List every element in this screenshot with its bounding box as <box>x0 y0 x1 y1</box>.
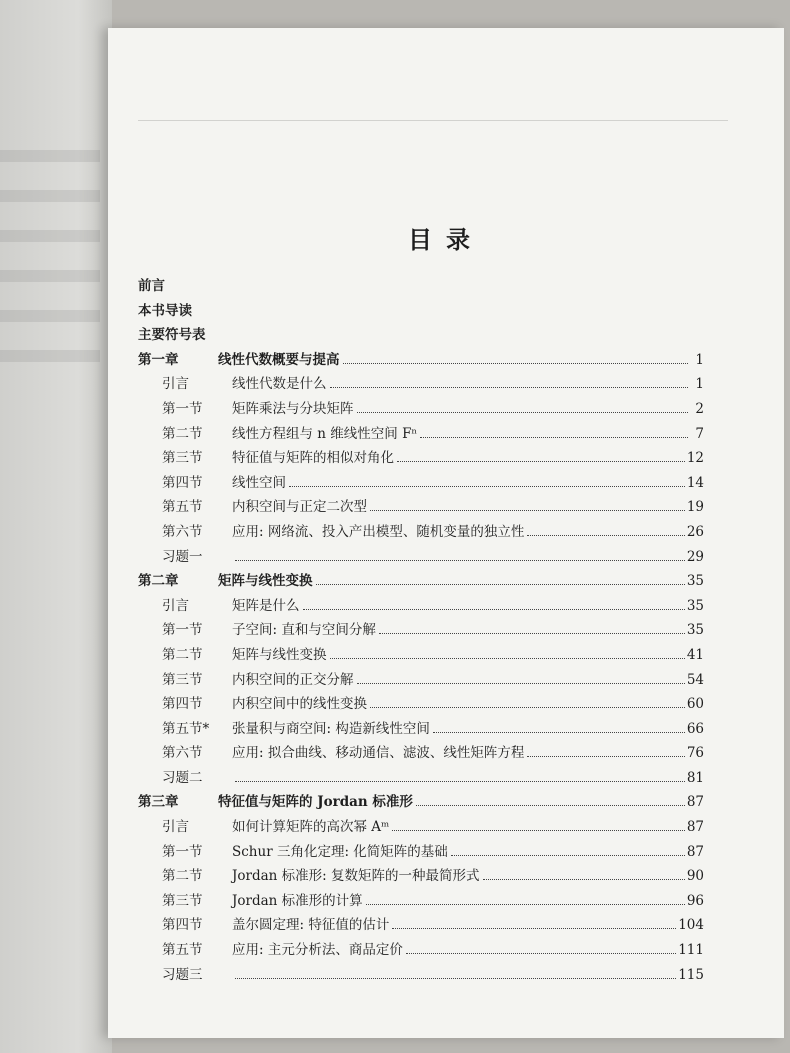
dot-leader <box>235 780 685 782</box>
toc-entry <box>138 446 704 471</box>
toc-entry-label: 第六节 <box>162 523 203 540</box>
toc-entry <box>138 963 704 988</box>
toc-entry <box>138 397 704 422</box>
toc-entry-page: 87 <box>686 794 704 811</box>
toc-entry-label: 第五节 <box>162 942 203 959</box>
toc-entry <box>138 913 704 938</box>
toc-entry-page: 35 <box>686 573 704 590</box>
bleed-through-line <box>0 190 100 202</box>
toc-entry <box>138 790 704 815</box>
toc-entry-page: 19 <box>686 499 704 516</box>
dot-leader <box>330 657 685 659</box>
toc-entry-page: 87 <box>686 843 704 860</box>
dot-leader <box>289 485 685 487</box>
dot-leader <box>379 632 685 634</box>
toc-entry-label: 习题一 <box>162 548 203 565</box>
dot-leader <box>357 411 689 413</box>
toc-entry-page: 1 <box>695 376 704 393</box>
toc-entry-label: 第二节 <box>162 868 203 885</box>
toc-entry-label: 引言 <box>162 597 189 614</box>
dot-leader <box>235 559 685 561</box>
toc-entry <box>138 594 704 619</box>
toc-entry-title: 应用: 主元分析法、商品定价 <box>232 942 403 959</box>
toc-entry-title: 线性方程组与 n 维线性空间 Fⁿ <box>232 425 418 442</box>
toc-entry <box>138 889 704 914</box>
toc-entry-title: 线性代数概要与提高 <box>218 351 340 368</box>
toc-entry-page: 14 <box>686 474 704 491</box>
toc-entry-title: 内积空间与正定二次型 <box>232 499 367 516</box>
toc-entry-title: 子空间: 直和与空间分解 <box>232 622 376 639</box>
dot-leader <box>357 682 685 684</box>
toc-entry <box>138 741 704 766</box>
toc-entry-page: 35 <box>686 622 704 639</box>
toc-entry-page: 29 <box>686 548 704 565</box>
toc-entry-label: 第一节 <box>162 400 203 417</box>
toc-entry <box>138 372 704 397</box>
toc-entry-page: 7 <box>695 425 704 442</box>
page-title: 目录 <box>408 225 484 254</box>
toc-entry-page: 81 <box>686 769 704 786</box>
toc-entry <box>138 323 704 348</box>
dot-leader <box>433 731 685 733</box>
bleed-through-line <box>0 230 100 242</box>
toc-entry-label: 第五节* <box>162 720 210 737</box>
toc-entry-title: 特征值与矩阵的相似对角化 <box>232 450 394 467</box>
toc-entry-label: 第四节 <box>162 696 203 713</box>
running-head-rule <box>138 102 728 121</box>
toc-entry-page: 90 <box>686 868 704 885</box>
toc-entry-page: 2 <box>695 400 704 417</box>
toc-entry-page: 26 <box>686 523 704 540</box>
toc-entry-title: 特征值与矩阵的 Jordan 标准形 <box>218 794 413 811</box>
toc-entry <box>138 422 704 447</box>
toc-entry-title: 矩阵与线性变换 <box>218 573 313 590</box>
toc-entry-title: 矩阵与线性变换 <box>232 646 327 663</box>
toc-entry-title: 盖尔圆定理: 特征值的估计 <box>232 917 390 934</box>
toc-entry-page: 96 <box>686 892 704 909</box>
toc-entry <box>138 471 704 496</box>
toc-entry-page: 111 <box>678 942 704 959</box>
toc-entry <box>138 274 704 299</box>
toc-entry-label: 习题三 <box>162 966 203 983</box>
toc-entry-page: 115 <box>678 966 704 983</box>
dot-leader <box>370 509 685 511</box>
toc-entry-label: 第二节 <box>162 425 203 442</box>
toc-entry <box>138 717 704 742</box>
toc-entry-title: 张量积与商空间: 构造新线性空间 <box>232 720 430 737</box>
toc-entry-page: 60 <box>686 696 704 713</box>
toc-entry-label: 第三节 <box>162 671 203 688</box>
dot-leader <box>316 583 685 585</box>
toc-entry-page: 35 <box>686 597 704 614</box>
dot-leader <box>397 460 685 462</box>
toc-entry <box>138 643 704 668</box>
toc-entry-title: 主要符号表 <box>138 327 206 344</box>
bleed-through-line <box>0 310 100 322</box>
dot-leader <box>343 362 689 364</box>
toc-entry-label: 第二章 <box>138 573 179 590</box>
bleed-through-line <box>0 350 100 362</box>
dot-leader <box>527 534 684 536</box>
toc-entry-title: 本书导读 <box>138 302 192 319</box>
toc-entry-label: 第四节 <box>162 917 203 934</box>
toc-entry-label: 第四节 <box>162 474 203 491</box>
toc-entry <box>138 938 704 963</box>
toc-entry-title: 应用: 拟合曲线、移动通信、滤波、线性矩阵方程 <box>232 745 525 762</box>
toc-entry-page: 12 <box>686 450 704 467</box>
toc-entry-title: 矩阵是什么 <box>232 597 300 614</box>
toc-entry-page: 1 <box>695 351 704 368</box>
toc-entry <box>138 692 704 717</box>
left-page <box>0 0 112 1053</box>
toc-entry-title: 矩阵乘法与分块矩阵 <box>232 400 354 417</box>
toc-entry <box>138 348 704 373</box>
toc-entry-title: 线性空间 <box>232 474 286 491</box>
toc-entry <box>138 569 704 594</box>
toc-entry-page: 87 <box>686 819 704 836</box>
dot-leader <box>483 878 685 880</box>
toc-entry-label: 第六节 <box>162 745 203 762</box>
toc-entry-title: Jordan 标准形的计算 <box>232 892 363 909</box>
toc-entry-title: Jordan 标准形: 复数矩阵的一种最简形式 <box>232 868 480 885</box>
toc-entry <box>138 668 704 693</box>
dot-leader <box>235 977 676 979</box>
toc-entry <box>138 299 704 324</box>
toc-entry-label: 引言 <box>162 376 189 393</box>
toc-entry-label: 引言 <box>162 819 189 836</box>
toc-entry <box>138 815 704 840</box>
book-page <box>108 28 784 1038</box>
toc-entry <box>138 495 704 520</box>
toc-entry-title: 应用: 网络流、投入产出模型、随机变量的独立性 <box>232 523 525 540</box>
toc-entry <box>138 618 704 643</box>
toc-entry-page: 41 <box>686 646 704 663</box>
table-of-contents <box>138 274 704 987</box>
dot-leader <box>416 804 685 806</box>
toc-entry-title: 前言 <box>138 278 165 294</box>
toc-entry <box>138 545 704 570</box>
toc-entry-page: 66 <box>686 720 704 737</box>
toc-entry-label: 第三节 <box>162 450 203 467</box>
toc-entry-label: 第三节 <box>162 892 203 909</box>
dot-leader <box>392 829 684 831</box>
bleed-through-line <box>0 150 100 162</box>
toc-entry-page: 104 <box>678 917 704 934</box>
dot-leader <box>451 854 685 856</box>
toc-entry-title: 线性代数是什么 <box>232 376 327 393</box>
toc-entry-label: 第三章 <box>138 794 179 811</box>
toc-entry-page: 54 <box>686 671 704 688</box>
toc-entry-label: 第一节 <box>162 622 203 639</box>
toc-entry-page: 76 <box>686 745 704 762</box>
toc-entry-title: 内积空间的正交分解 <box>232 671 354 688</box>
dot-leader <box>527 755 684 757</box>
toc-entry <box>138 864 704 889</box>
toc-entry-label: 第五节 <box>162 499 203 516</box>
dot-leader <box>406 952 676 954</box>
toc-entry-label: 第二节 <box>162 646 203 663</box>
dot-leader <box>370 706 685 708</box>
toc-entry-title: 内积空间中的线性变换 <box>232 696 367 713</box>
toc-entry <box>138 840 704 865</box>
dot-leader <box>420 436 688 438</box>
toc-entry-label: 第一节 <box>162 843 203 860</box>
dot-leader <box>330 386 689 388</box>
dot-leader <box>303 608 685 610</box>
toc-entry <box>138 520 704 545</box>
toc-entry-label: 第一章 <box>138 351 179 368</box>
dot-leader <box>392 927 676 929</box>
toc-entry-title: 如何计算矩阵的高次幂 Aᵐ <box>232 819 390 836</box>
bleed-through-line <box>0 270 100 282</box>
dot-leader <box>366 903 685 905</box>
toc-entry-label: 习题二 <box>162 769 203 786</box>
toc-entry-title: Schur 三角化定理: 化简矩阵的基础 <box>232 843 448 860</box>
toc-entry <box>138 766 704 791</box>
